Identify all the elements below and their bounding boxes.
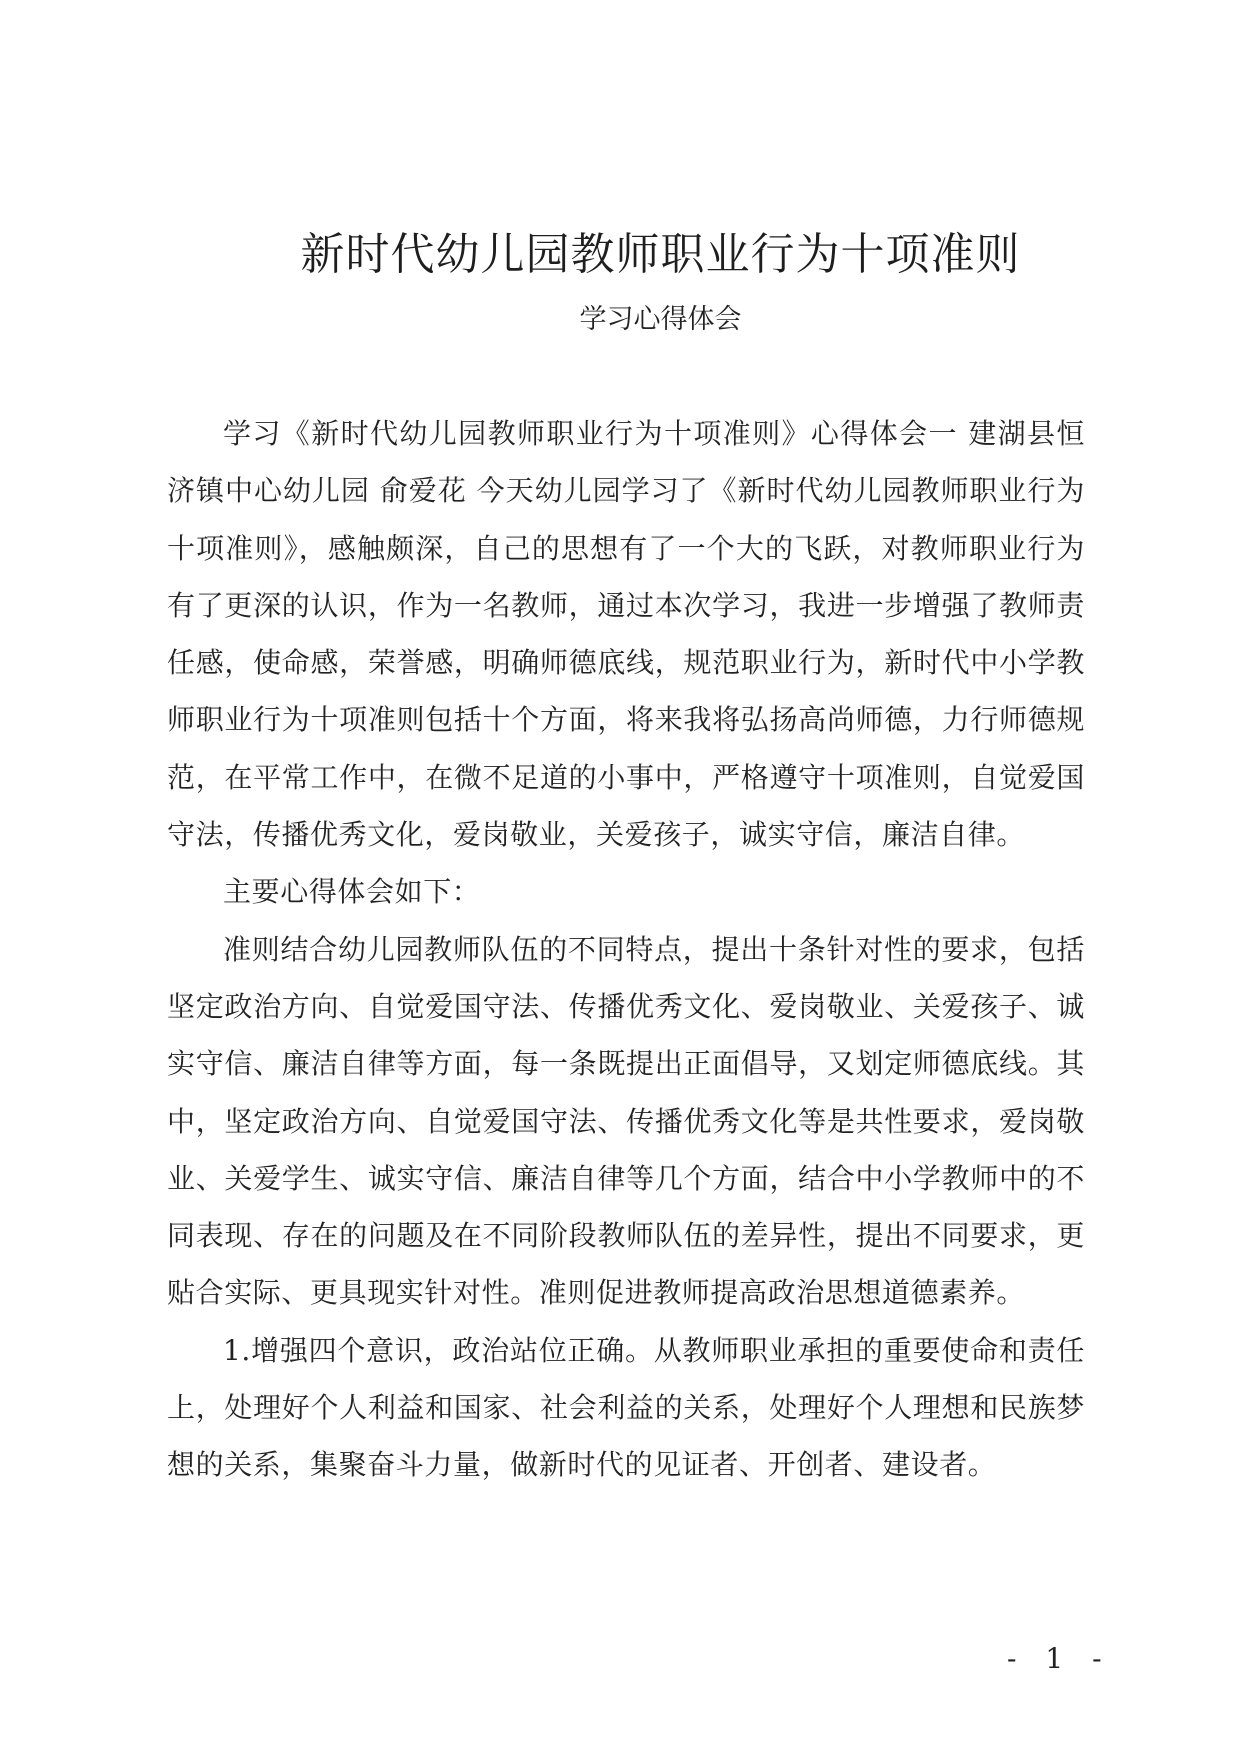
paragraph-point-1: 1.增强四个意识，政治站位正确。从教师职业承担的重要使命和责任上，处理好个人利益和国家、社会利益的关系，处理好个人理想和民族梦想的关系，集聚奋斗力量，做新时代的见证者、开创者、建设者。 [167,1333,1085,1482]
page-number: - 1 - [1007,1642,1112,1675]
paragraph-intro: 学习《新时代幼儿园教师职业行为十项准则》心得体会一 建湖县恒济镇中心幼儿园 俞爱花 今天幼儿园学习了《新时代幼儿园教师职业行为十项准则》，感触颇深，自己的思想有了一个大的飞跃，对教师职业行为有了更深的认识，作为一名教师，通过本次学习，我进一步增强了教师责任感，使命感，荣誉感，明确师德底线，规范职业行为，新时代中小学教师职业行为十项准则包括十个方面，将来我将弘扬高尚师德，力行师德规范，在平常工作中，在微不足道的小事中，严格遵守十项准则，自觉爱国守法，传播优秀文化，爱岗敬业，关爱孩子，诚实守信，廉洁自律。 [167,417,1085,852]
paragraph-summary-heading: 主要心得体会如下： [223,875,481,909]
paragraph-principles: 准则结合幼儿园教师队伍的不同特点，提出十条针对性的要求，包括坚定政治方向、自觉爱国守法、传播优秀文化、爱岗敬业、关爱孩子、诚实守信、廉洁自律等方面，每一条既提出正面倡导，又划定师德底线。其中，坚定政治方向、自觉爱国守法、传播优秀文化等是共性要求，爱岗敬业、关爱学生、诚实守信、廉洁自律等几个方面，结合中小学教师中的不同表现、存在的问题及在不同阶段教师队伍的差异性，提出不同要求，更贴合实际、更具现实针对性。准则促进教师提高政治思想道德素养。 [167,932,1085,1310]
document-subtitle: 学习心得体会 [579,304,742,335]
document-title: 新时代幼儿园教师职业行为十项准则 [300,229,1021,280]
document-body [167,405,1085,1494]
